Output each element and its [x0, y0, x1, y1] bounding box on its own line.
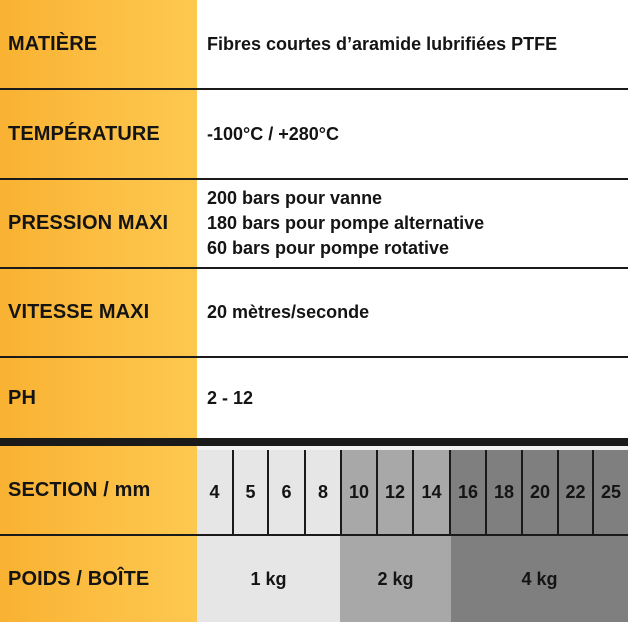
- row-pression: [0, 180, 628, 267]
- value-line: 20 mètres/seconde: [207, 302, 370, 322]
- row-matiere: [0, 0, 628, 88]
- label-vitesse: VITESSE MAXI: [0, 269, 197, 356]
- weight-cells: [197, 536, 628, 622]
- label-matiere: MATIÈRE: [0, 0, 197, 88]
- value-line: 60 bars pour pompe rotative: [207, 238, 450, 258]
- section-cell: 12: [378, 450, 412, 534]
- value-line: 200 bars pour vanne: [207, 188, 383, 208]
- section-cell: 16: [451, 450, 485, 534]
- thick-divider: [0, 438, 628, 446]
- row-ph: [0, 358, 628, 438]
- section-cell: 4: [197, 450, 232, 534]
- section-cell: 10: [342, 450, 376, 534]
- value-temperature: [197, 90, 628, 178]
- weight-cell: 4 kg: [451, 536, 628, 622]
- weight-cell: 2 kg: [340, 536, 451, 622]
- section-cell: 8: [306, 450, 340, 534]
- value-line: -100°C / +280°C: [207, 123, 339, 144]
- section-cell: 6: [269, 450, 304, 534]
- row-poids: [0, 536, 628, 622]
- section-cell: 25: [594, 450, 628, 534]
- value-pression: [197, 180, 628, 267]
- label-ph: PH: [0, 358, 197, 438]
- value-line: 180 bars pour pompe alternative: [207, 213, 485, 233]
- value-line: Fibres courtes d’aramide lubrifiées PTFE: [207, 33, 558, 54]
- label-poids: POIDS / BOÎTE: [0, 536, 197, 622]
- value-line: 2 - 12: [207, 387, 254, 408]
- value-vitesse: [197, 269, 628, 356]
- weight-cell: 1 kg: [197, 536, 340, 622]
- row-temperature: [0, 90, 628, 178]
- label-pression: PRESSION MAXI: [0, 180, 197, 267]
- row-vitesse: [0, 269, 628, 356]
- label-temperature: TEMPÉRATURE: [0, 90, 197, 178]
- section-cells: [197, 450, 628, 534]
- section-cell: 18: [487, 450, 521, 534]
- section-cell: 22: [559, 450, 592, 534]
- section-cell: 14: [414, 450, 449, 534]
- section-cell: 5: [234, 450, 267, 534]
- label-section: SECTION / mm: [0, 446, 197, 534]
- value-ph: [197, 358, 628, 438]
- value-matiere: [197, 0, 628, 88]
- section-cell: 20: [523, 450, 557, 534]
- row-section: [0, 446, 628, 534]
